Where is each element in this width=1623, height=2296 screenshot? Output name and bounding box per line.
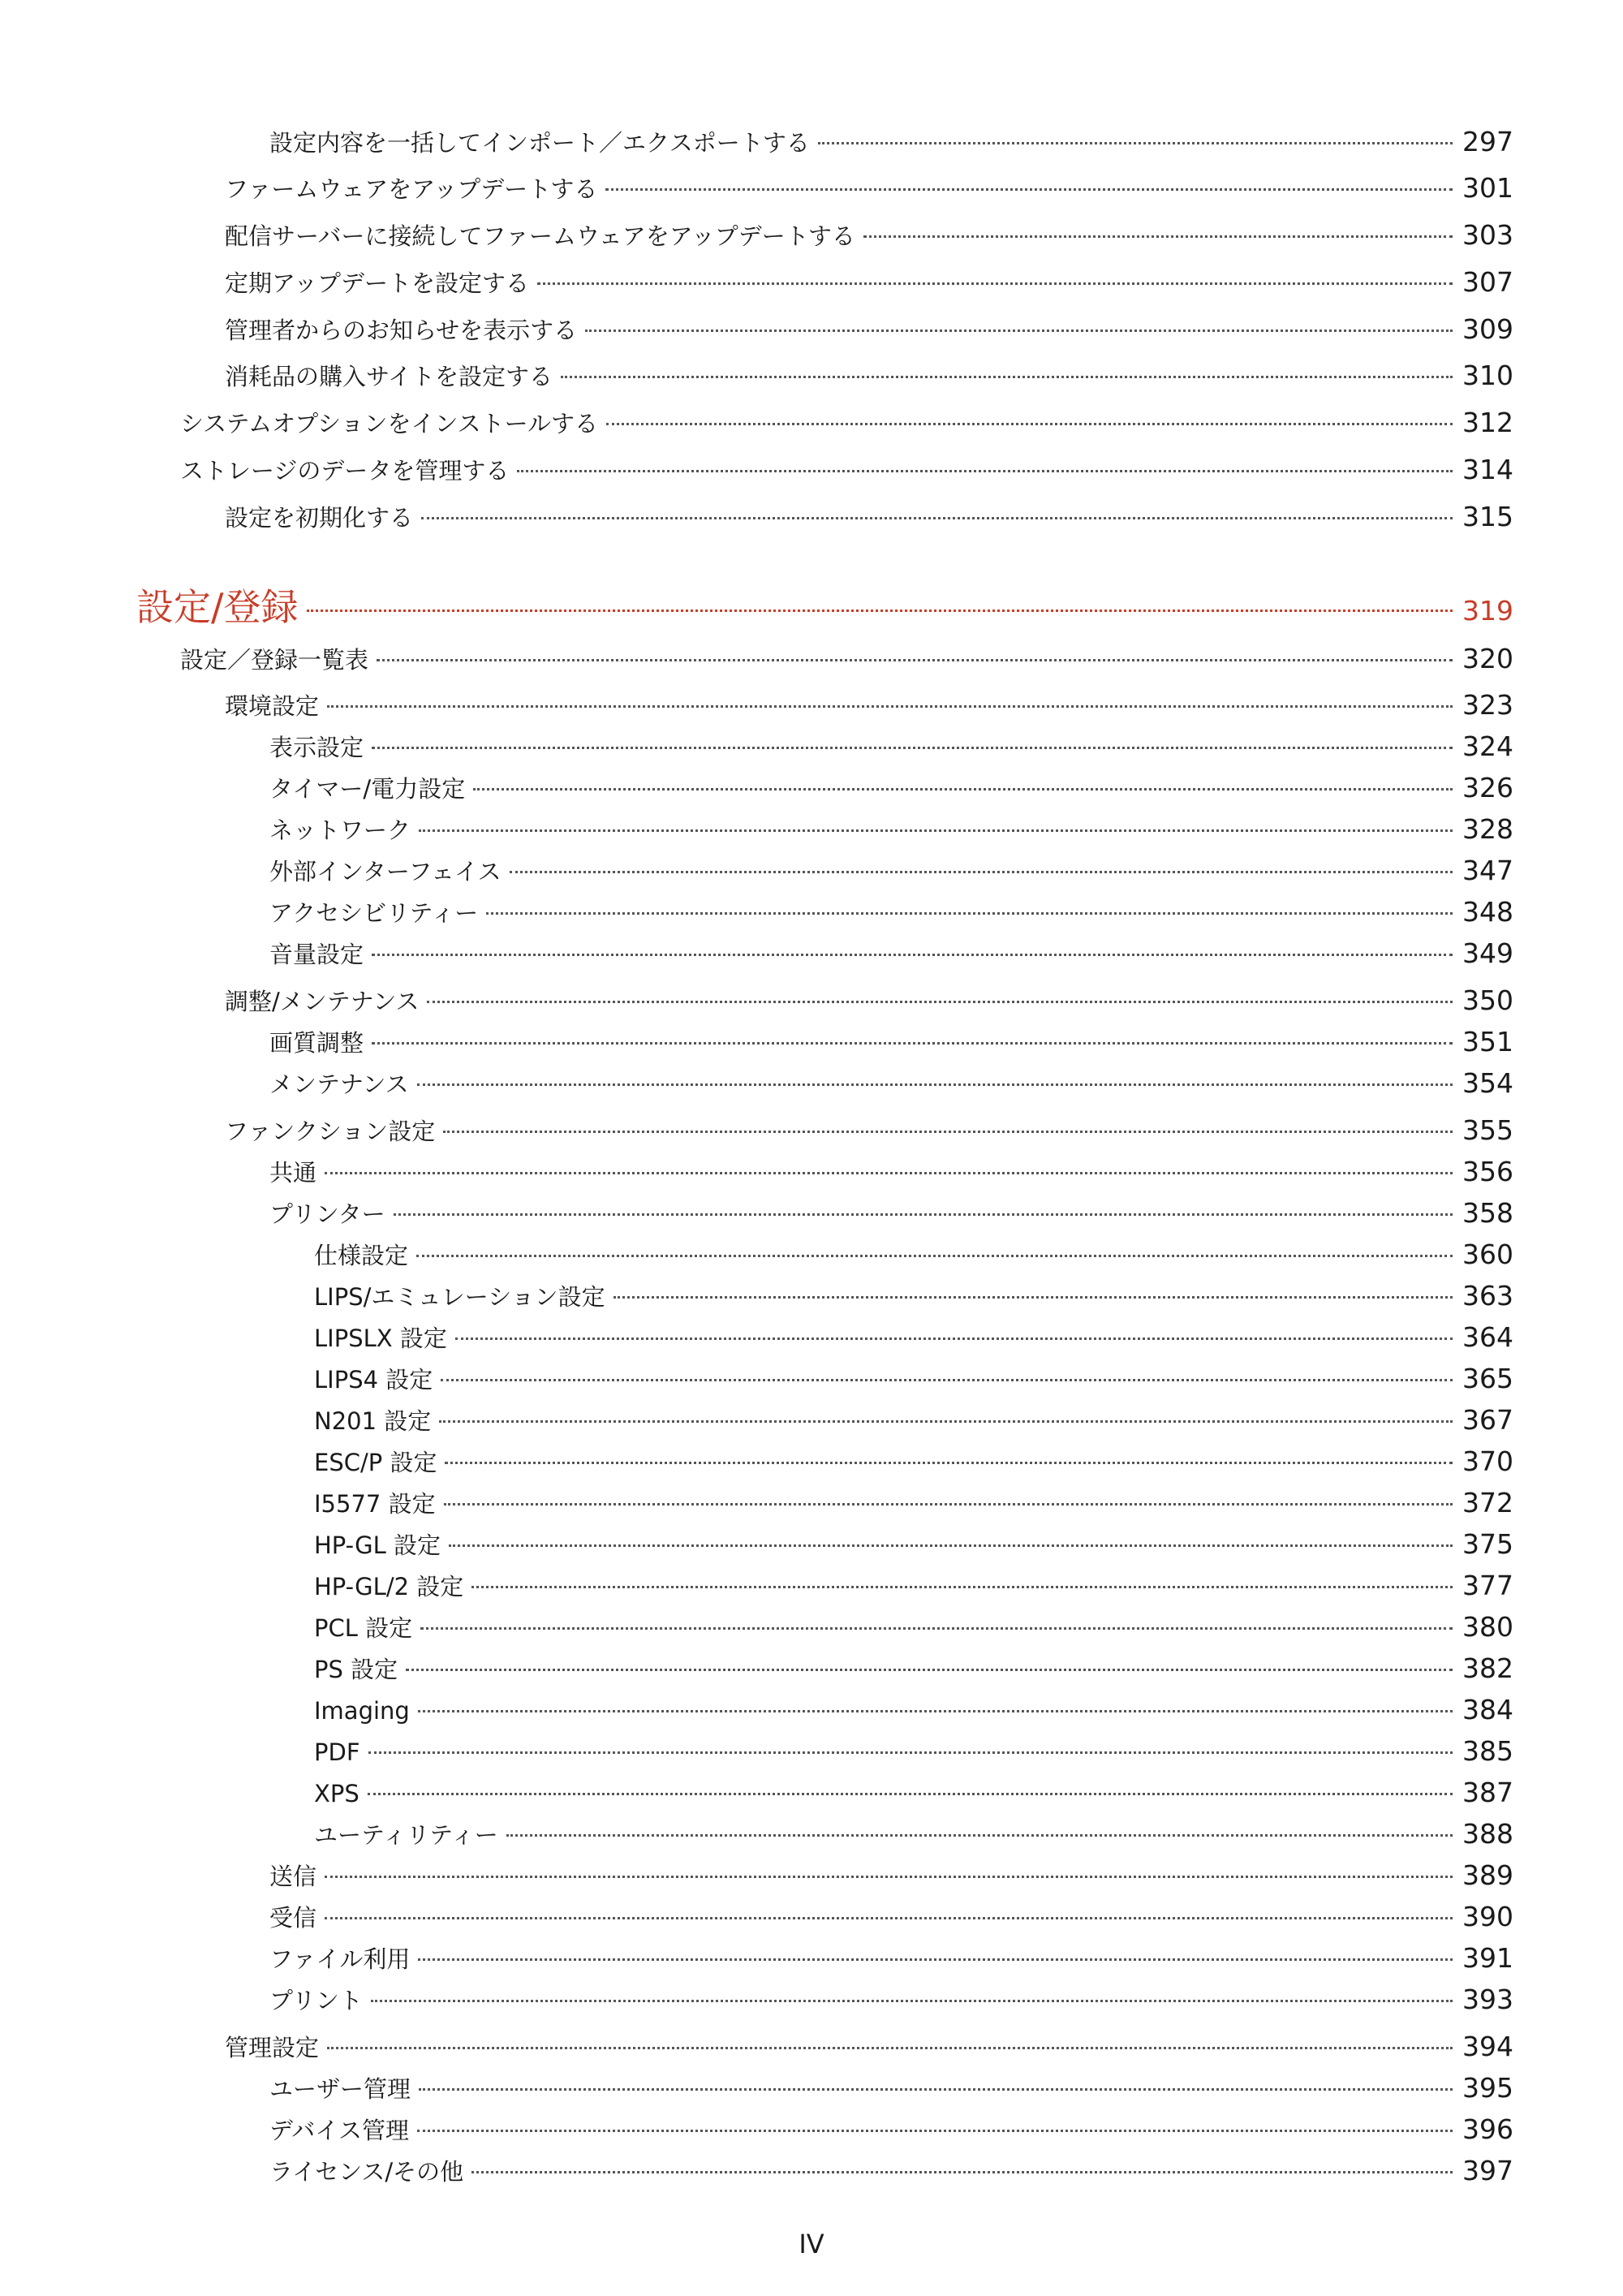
toc-entry[interactable] (269, 126, 1513, 158)
toc-entry-title: 管理者からのお知らせを表示する (225, 317, 578, 344)
toc-entry-page-number: 355 (1462, 1114, 1513, 1146)
toc-entry-title: 送信 (269, 1863, 317, 1890)
toc-entry-page-number: 389 (1462, 1859, 1513, 1891)
dot-leader (441, 1379, 1453, 1381)
toc-entry-title: 設定内容を一括してインポート／エクスポートする (269, 129, 810, 157)
dot-leader (416, 1255, 1453, 1257)
toc-entry-title: システムオプションをインストールする (180, 410, 599, 437)
toc-entry-page-number: 324 (1462, 730, 1513, 762)
toc-entry-title: 設定／登録一覧表 (180, 646, 369, 674)
dot-leader (439, 1420, 1453, 1423)
dot-leader (419, 829, 1453, 832)
toc-entry[interactable] (314, 1280, 1513, 1312)
toc-entry-title: 調整/メンテナンス (225, 988, 420, 1015)
toc-entry[interactable] (269, 855, 1513, 887)
toc-entry[interactable] (225, 266, 1513, 299)
toc-entry[interactable] (180, 643, 1513, 675)
toc-entry[interactable] (225, 2031, 1513, 2063)
toc-entry-title: PDF (314, 1738, 360, 1766)
toc-entry-title: I5577 設定 (314, 1490, 436, 1518)
toc-entry[interactable] (225, 984, 1513, 1017)
toc-entry[interactable] (269, 1197, 1513, 1230)
toc-entry-page-number: 372 (1462, 1487, 1513, 1518)
toc-entry-page-number: 387 (1462, 1777, 1513, 1808)
toc-entry-title: 仕様設定 (314, 1242, 409, 1269)
toc-entry[interactable] (269, 1067, 1513, 1100)
toc-entry-title: 画質調整 (269, 1029, 364, 1057)
dot-leader (372, 954, 1453, 956)
toc-entry-page-number: 354 (1462, 1067, 1513, 1099)
dot-leader (605, 188, 1453, 191)
toc-entry[interactable] (269, 2113, 1513, 2146)
toc-entry-page-number: 385 (1462, 1735, 1513, 1767)
dot-leader (445, 1462, 1453, 1464)
toc-entry-title: アクセシビリティー (269, 899, 479, 927)
toc-entry-title: 音量設定 (269, 941, 364, 968)
toc-entry[interactable] (269, 1984, 1513, 2016)
dot-leader (377, 659, 1453, 661)
dot-leader (455, 1338, 1453, 1340)
toc-entry[interactable] (225, 501, 1513, 533)
toc-entry-page-number: 326 (1462, 772, 1513, 803)
toc-entry[interactable] (225, 219, 1513, 252)
toc-entry-title: 設定を初期化する (225, 504, 414, 532)
dot-leader (863, 235, 1453, 238)
toc-entry-page-number: 397 (1462, 2155, 1513, 2186)
toc-entry-page-number: 365 (1462, 1363, 1513, 1394)
toc-entry-title: ユーザー管理 (269, 2075, 411, 2103)
toc-entry-title: ライセンス/その他 (269, 2158, 464, 2186)
toc-entry[interactable] (314, 1238, 1513, 1271)
toc-entry-page-number: 310 (1462, 360, 1513, 391)
toc-entry-title: プリンター (269, 1200, 385, 1228)
toc-entry-title: ファームウェアをアップデートする (225, 175, 598, 203)
toc-entry[interactable] (269, 1942, 1513, 1975)
toc-entry-title: 設定/登録 (136, 585, 299, 629)
toc-entry[interactable] (314, 1694, 1513, 1726)
toc-entry[interactable] (314, 1487, 1513, 1519)
dot-leader (471, 2171, 1453, 2173)
toc-entry-page-number: 395 (1462, 2072, 1513, 2104)
toc-entry-title: ESC/P 設定 (314, 1449, 437, 1476)
toc-entry[interactable] (314, 1363, 1513, 1395)
dot-leader (327, 705, 1453, 708)
toc-entry[interactable] (269, 2072, 1513, 2104)
dot-leader (325, 1172, 1453, 1174)
toc-entry-page-number: 319 (1462, 595, 1513, 627)
toc-entry-page-number: 391 (1462, 1942, 1513, 1974)
toc-entry-page-number: 363 (1462, 1280, 1513, 1312)
toc-entry-title: Imaging (314, 1697, 410, 1725)
toc-entry-title: デバイス管理 (269, 2117, 409, 2144)
dot-leader (325, 1876, 1453, 1878)
toc-entry-title: 配信サーバーに接続してファームウェアをアップデートする (225, 222, 855, 250)
dot-leader (417, 1083, 1453, 1086)
toc-entry[interactable] (225, 689, 1513, 722)
dot-leader (307, 610, 1453, 612)
toc-entry-title: LIPS/エミュレーション設定 (314, 1283, 605, 1311)
dot-leader (471, 1586, 1453, 1588)
dot-leader (449, 1544, 1453, 1547)
dot-leader (517, 470, 1453, 472)
toc-entry-page-number: 328 (1462, 813, 1513, 845)
toc-entry-page-number: 375 (1462, 1528, 1513, 1560)
toc-entry[interactable] (269, 772, 1513, 804)
toc-entry-title: ストレージのデータを管理する (180, 457, 510, 485)
toc-entry-page-number: 348 (1462, 896, 1513, 928)
toc-entry[interactable] (269, 1901, 1513, 1933)
toc-entry-title: LIPS4 設定 (314, 1366, 433, 1394)
toc-entry-title: LIPSLX 設定 (314, 1325, 447, 1352)
toc-entry-title: 管理設定 (225, 2034, 320, 2061)
toc-entry-page-number: 307 (1462, 266, 1513, 298)
toc-entry-page-number: 394 (1462, 2031, 1513, 2062)
toc-entry-title: PCL 設定 (314, 1614, 413, 1642)
toc-entry[interactable] (269, 896, 1513, 928)
dot-leader (473, 788, 1453, 790)
toc-entry-page-number: 320 (1462, 643, 1513, 674)
dot-leader (421, 517, 1453, 519)
dot-leader (444, 1503, 1453, 1506)
toc-entry-page-number: 377 (1462, 1570, 1513, 1601)
toc-entry-title: HP-GL 設定 (314, 1531, 441, 1559)
page-number: IV (799, 2229, 824, 2259)
toc-entry-page-number: 358 (1462, 1197, 1513, 1229)
toc-entry-page-number: 396 (1462, 2113, 1513, 2145)
toc-entry[interactable] (269, 1859, 1513, 1892)
toc-entry-title: HP-GL/2 設定 (314, 1573, 464, 1600)
dot-leader (418, 1958, 1453, 1961)
toc-entry-title: 受信 (269, 1904, 317, 1932)
toc-entry-page-number: 382 (1462, 1652, 1513, 1684)
dot-leader (372, 1042, 1453, 1045)
toc-entry[interactable] (269, 2155, 1513, 2187)
toc-entry[interactable] (180, 454, 1513, 486)
toc-entry-title: 外部インターフェイス (269, 858, 502, 885)
dot-leader (606, 423, 1453, 425)
toc-entry-page-number: 393 (1462, 1984, 1513, 2015)
toc-entry-page-number: 312 (1462, 407, 1513, 438)
toc-entry[interactable] (314, 1818, 1513, 1850)
dot-leader (506, 1834, 1453, 1837)
dot-leader (406, 1669, 1453, 1671)
dot-leader (818, 142, 1453, 144)
dot-leader (325, 1917, 1453, 1919)
toc-entry[interactable] (314, 1321, 1513, 1354)
toc-entry-title: プリント (269, 1987, 363, 2014)
toc-entry-page-number: 364 (1462, 1321, 1513, 1353)
toc-entry-title: 定期アップデートを設定する (225, 269, 529, 297)
dot-leader (394, 1213, 1453, 1216)
toc-entry-page-number: 297 (1462, 126, 1513, 157)
toc-entry-page-number: 380 (1462, 1611, 1513, 1643)
toc-entry[interactable] (225, 1114, 1513, 1147)
toc-entry[interactable] (269, 1026, 1513, 1058)
toc-entry-page-number: 349 (1462, 937, 1513, 969)
toc-entry[interactable] (180, 407, 1513, 439)
toc-entry-title: PS 設定 (314, 1656, 398, 1683)
toc-entry-page-number: 350 (1462, 984, 1513, 1016)
toc-entry[interactable] (269, 730, 1513, 763)
toc-entry-page-number: 347 (1462, 855, 1513, 886)
dot-leader (613, 1296, 1453, 1299)
dot-leader (419, 2088, 1453, 2091)
toc-entry[interactable] (314, 1404, 1513, 1437)
dot-leader (585, 330, 1453, 332)
dot-leader (368, 1751, 1453, 1754)
dot-leader (420, 1627, 1453, 1630)
toc-entry-page-number: 323 (1462, 689, 1513, 721)
toc-entry[interactable] (269, 1156, 1513, 1188)
toc-entry-page-number: 301 (1462, 172, 1513, 204)
toc-entry[interactable] (314, 1445, 1513, 1478)
dot-leader (510, 871, 1453, 873)
toc-entry-title: 共通 (269, 1159, 317, 1187)
toc-entry[interactable] (314, 1735, 1513, 1768)
toc-entry-page-number: 309 (1462, 313, 1513, 345)
dot-leader (537, 282, 1453, 285)
toc-entry[interactable] (225, 360, 1513, 392)
toc-entry-title: 消耗品の購入サイトを設定する (225, 363, 553, 390)
toc-entry[interactable] (314, 1611, 1513, 1643)
toc-entry-title: ネットワーク (269, 816, 411, 844)
toc-entry[interactable] (225, 313, 1513, 346)
toc-entry-page-number: 315 (1462, 501, 1513, 532)
dot-leader (327, 2047, 1453, 2049)
dot-leader (418, 1710, 1453, 1712)
toc-entry-title: XPS (314, 1780, 359, 1807)
toc-entry[interactable] (269, 937, 1513, 970)
dot-leader (372, 747, 1453, 749)
dot-leader (368, 1793, 1453, 1795)
toc-entry-title: タイマー/電力設定 (269, 775, 466, 803)
toc-entry[interactable] (314, 1570, 1513, 1602)
dot-leader (561, 376, 1453, 378)
toc-entry-page-number: 303 (1462, 219, 1513, 251)
dot-leader (371, 2000, 1453, 2002)
toc-entry[interactable] (269, 813, 1513, 846)
toc-entry-title: ユーティリティー (314, 1821, 498, 1849)
toc-entry-title: メンテナンス (269, 1070, 409, 1098)
dot-leader (427, 1001, 1453, 1003)
toc-entry-page-number: 390 (1462, 1901, 1513, 1932)
toc-entry-page-number: 367 (1462, 1404, 1513, 1436)
toc-entry-page-number: 384 (1462, 1694, 1513, 1725)
toc-entry[interactable] (314, 1652, 1513, 1685)
toc-entry-page-number: 388 (1462, 1818, 1513, 1850)
dot-leader (417, 2130, 1453, 2132)
toc-entry-title: 環境設定 (225, 692, 320, 720)
toc-entry-page-number: 356 (1462, 1156, 1513, 1187)
toc-entry-title: N201 設定 (314, 1407, 432, 1435)
toc-entry-page-number: 314 (1462, 454, 1513, 485)
toc-entry[interactable] (314, 1528, 1513, 1561)
toc-chapter-entry[interactable] (136, 583, 1513, 631)
toc-entry-page-number: 370 (1462, 1445, 1513, 1477)
toc-entry[interactable] (314, 1777, 1513, 1809)
toc-entry[interactable] (225, 172, 1513, 205)
toc-entry-title: ファイル利用 (269, 1945, 411, 1973)
toc-entry-title: 表示設定 (269, 734, 364, 761)
toc-entry-title: ファンクション設定 (225, 1118, 436, 1145)
toc-entry-page-number: 360 (1462, 1238, 1513, 1270)
toc-entry-page-number: 351 (1462, 1026, 1513, 1058)
dot-leader (486, 912, 1453, 915)
dot-leader (443, 1131, 1453, 1133)
